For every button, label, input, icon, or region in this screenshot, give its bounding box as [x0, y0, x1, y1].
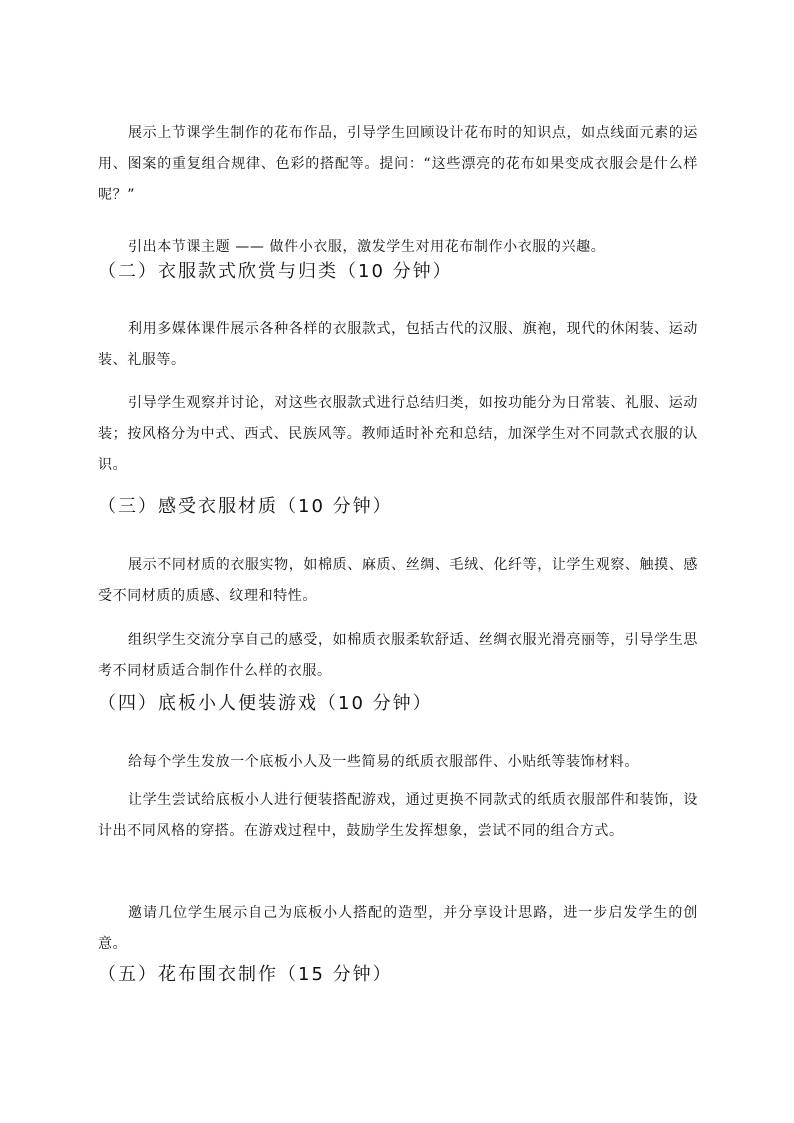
paragraph-show-materials: 展示不同材质的衣服实物，如棉质、麻质、丝绸、毛绒、化纤等，让学生观察、触摸、感受不同材质的质感、纹理和特性。 — [98, 557, 698, 604]
section-heading-clothing-styles: （二）衣服款式欣赏与归类（10 分钟） — [98, 261, 453, 282]
paragraph-share-feelings: 组织学生交流分享自己的感受，如棉质衣服柔软舒适、丝绸衣服光滑亮丽等，引导学生思考不同材质适合制作什么样的衣服。 — [98, 632, 698, 679]
section-heading-materials: （三）感受衣服材质（10 分钟） — [98, 496, 393, 517]
paragraph-lesson-topic: 引出本节课主题 —— 做件小衣服，激发学生对用花布制作小衣服的兴趣。 — [128, 239, 606, 255]
paragraph-distribute-materials: 给每个学生发放一个底板小人及一些简易的纸质衣服部件、小贴纸等装饰材料。 — [128, 754, 639, 770]
paragraph-dressing-game: 让学生尝试给底板小人进行便装搭配游戏，通过更换不同款式的纸质衣服部件和装饰，设计出不同风格的穿搭。在游戏过程中，鼓励学生发挥想象，尝试不同的组合方式。 — [98, 792, 698, 839]
section-heading-paper-doll-game: （四）底板小人便装游戏（10 分钟） — [98, 693, 433, 714]
paragraph-classify-styles: 引导学生观察并讨论，对这些衣服款式进行总结归类，如按功能分为日常装、礼服、运动装；按风格分为中式、西式、民族风等。教师适时补充和总结，加深学生对不同款式衣服的认识。 — [98, 395, 698, 473]
paragraph-review-fabric: 展示上节课学生制作的花布作品，引导学生回顾设计花布时的知识点，如点线面元素的运用、图案的重复组合规律、色彩的搭配等。提问：“这些漂亮的花布如果变成衣服会是什么样呢？” — [98, 125, 698, 203]
paragraph-student-showcase: 邀请几位学生展示自己为底板小人搭配的造型，并分享设计思路，进一步启发学生的创意。 — [98, 905, 698, 952]
section-heading-apron-making: （五）花布围衣制作（15 分钟） — [98, 964, 393, 985]
paragraph-show-styles: 利用多媒体课件展示各种各样的衣服款式，包括古代的汉服、旗袍，现代的休闲装、运动装、礼服等。 — [98, 321, 698, 368]
